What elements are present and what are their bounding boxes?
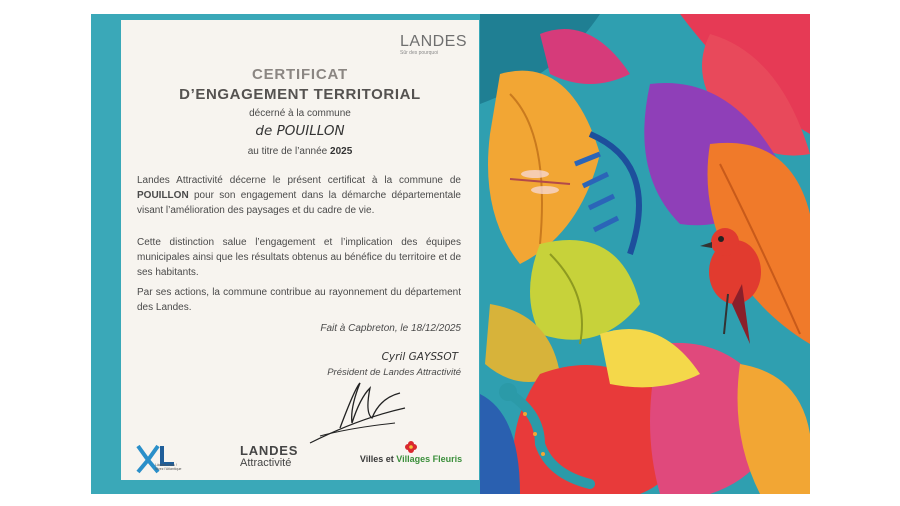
villes-part2: Villages Fleuris	[396, 454, 463, 464]
p1-before: Landes Attractivité décerne le présent certificat à la commune de	[137, 175, 461, 186]
signature-icon	[300, 378, 410, 448]
place-date: Fait à Capbreton, le 18/12/2025	[320, 323, 461, 334]
landes-logo-top	[400, 33, 474, 63]
xl-logo	[136, 442, 178, 480]
villes-text	[356, 454, 466, 464]
jungle-illustration	[480, 14, 810, 494]
signer-role: Président de Landes Attractivité	[327, 367, 461, 378]
paragraph-3: Par ses actions, la commune contribue au rayonnement du département des Landes.	[137, 287, 461, 313]
villes-villages-fleuris-logo	[356, 440, 466, 470]
commune-name: de POUILLON	[255, 123, 345, 139]
certificate-title-line2: D’ENGAGEMENT TERRITORIAL	[179, 86, 421, 103]
logo-top-tagline: Sûr des pourquoi	[400, 50, 439, 56]
signer-name: Cyril GAYSSOT	[381, 351, 458, 363]
certificate-title-line1: CERTIFICAT	[251, 66, 349, 83]
villes-part1: Villes et	[359, 454, 397, 464]
landes-logo-line2: Attractivité	[240, 457, 292, 469]
decerne-line: décerné à la commune	[249, 108, 351, 119]
landes-attractivite-logo	[240, 443, 298, 469]
year-line	[121, 146, 479, 157]
logo-top-name: LANDES	[400, 33, 468, 50]
xl-tagline: Lâchez-vous ! Vivez l'Atlantique	[155, 463, 182, 471]
year-prefix: au titre de l’année	[247, 146, 331, 157]
paragraph-2: Cette distinction salue l’engagement et l’implication des équipes municipales ainsi que les résultats obtenus au bénéfice du territoire et de ses habitants.	[137, 237, 461, 278]
landes-logo-line1: LANDES	[240, 443, 299, 458]
flower-icon	[404, 440, 418, 454]
p1-after: pour son engagement dans la démarche départementale visant l’amélioration des paysages et du cadre de vie.	[137, 190, 461, 216]
paragraph-1	[137, 173, 461, 218]
year-value: 2025	[330, 146, 353, 157]
p1-commune-bold: POUILLON	[137, 190, 189, 201]
